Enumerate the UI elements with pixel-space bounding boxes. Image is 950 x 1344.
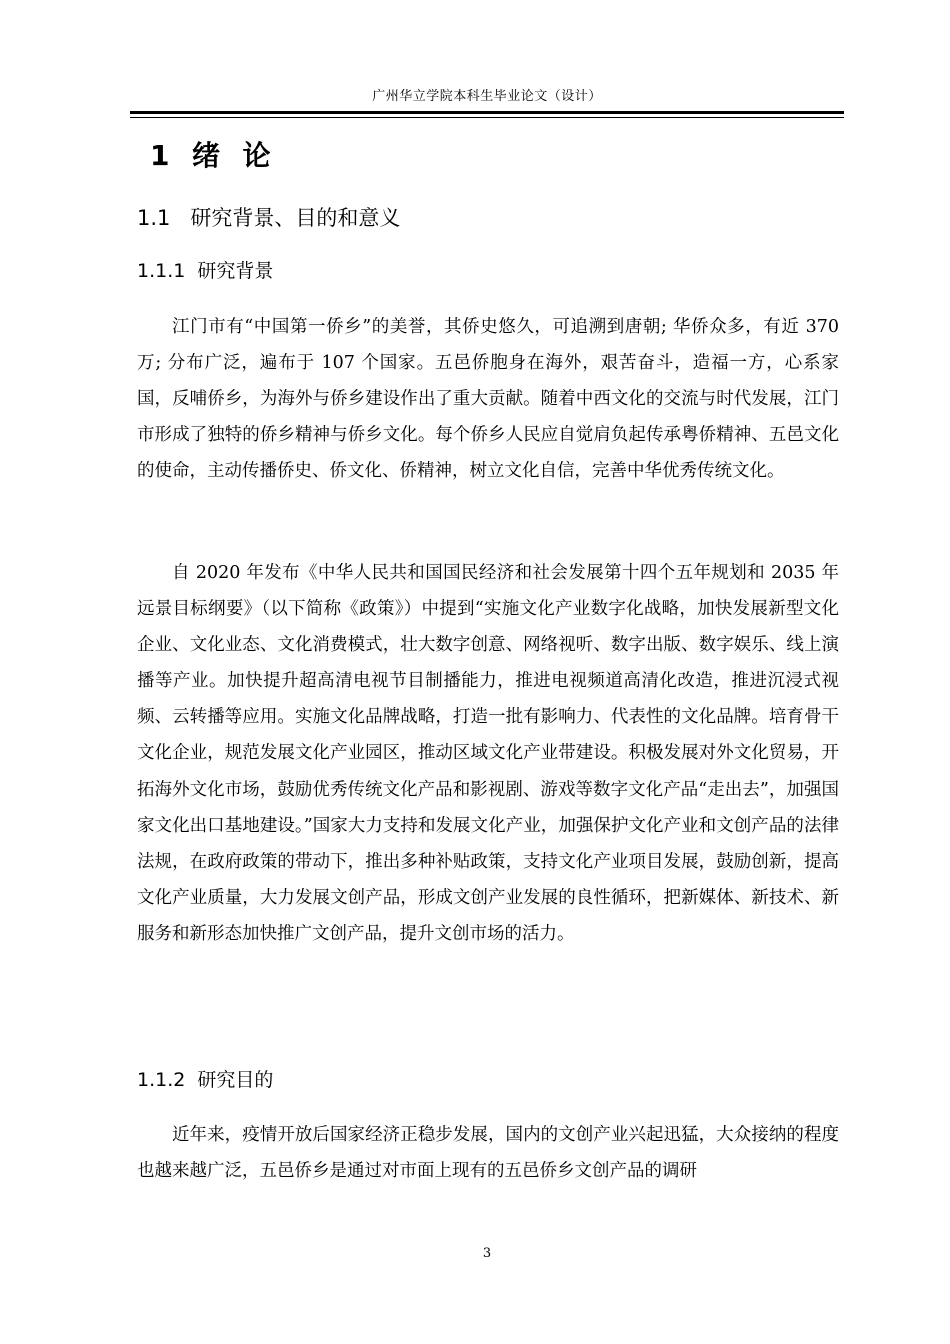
- header-rule-thin: [130, 117, 844, 118]
- page-number: 3: [482, 1246, 492, 1261]
- subsection-title-purpose: 1.1.2 研究目的: [137, 1069, 274, 1091]
- chapter-title: 1 绪 论: [150, 139, 272, 172]
- paragraph-background-1: 江门市有“中国第一侨乡”的美誉，其侨史悠久，可追溯到唐朝; 华侨众多，有近 370 万; 分布广泛，遍布于 107 个国家。五邑侨胞身在海外，艰苦奋斗，造福一方，心系家国，反哺侨乡，为海外与侨乡建设作出了重大贡献。随着中西文化的交流与时代发展，江门市形成了独特的侨乡精神与侨乡文化。每个侨乡人民应自觉肩负起传承粤侨精神、五邑文化的使命，主动传播侨史、侨文化、侨精神，树立文化自信，完善中华优秀传统文化。: [137, 317, 839, 482]
- running-header: 广州华立学院本科生毕业论文（设计）: [372, 89, 602, 104]
- header-rule-thick: [130, 111, 844, 114]
- subsection-title-background: 1.1.1 研究背景: [137, 260, 274, 282]
- paragraph-purpose-1: 近年来，疫情开放后国家经济正稳步发展，国内的文创产业兴起迅猛，大众接纳的程度也越来越广泛，五邑侨乡是通过对市面上现有的五邑侨乡文创产品的调研: [137, 1125, 839, 1182]
- section-title: 1.1 研究背景、目的和意义: [137, 206, 401, 230]
- paragraph-background-2: 自 2020 年发布《中华人民共和国国民经济和社会发展第十四个五年规划和 2035 年远景目标纲要》（以下简称《政策》）中提到“实施文化产业数字化战略，加快发展新型文化企业、文化业态、文化消费模式，壮大数字创意、网络视听、数字出版、数字娱乐、线上演播等产业。加快提升超高清电视节目制播能力，推进电视频道高清化改造，推进沉浸式视频、云转播等应用。实施文化品牌战略，打造一批有影响力、代表性的文化品牌。培育骨干文化企业，规范发展文化产业园区，推动区域文化产业带建设。积极发展对外文化贸易，开拓海外文化市场，鼓励优秀传统文化产品和影视剧、游戏等数字文化产品“走出去”，加强国家文化出口基地建设。”国家大力支持和发展文化产业，加强保护文化产业和文创产品的法律法规，在政府政策的带动下，推出多种补贴政策，支持文化产业项目发展，鼓励创新，提高文化产业质量，大力发展文创产品，形成文创产业发展的良性循环，把新媒体、新技术、新服务和新形态加快推广文创产品，提升文创市场的活力。: [137, 563, 839, 944]
